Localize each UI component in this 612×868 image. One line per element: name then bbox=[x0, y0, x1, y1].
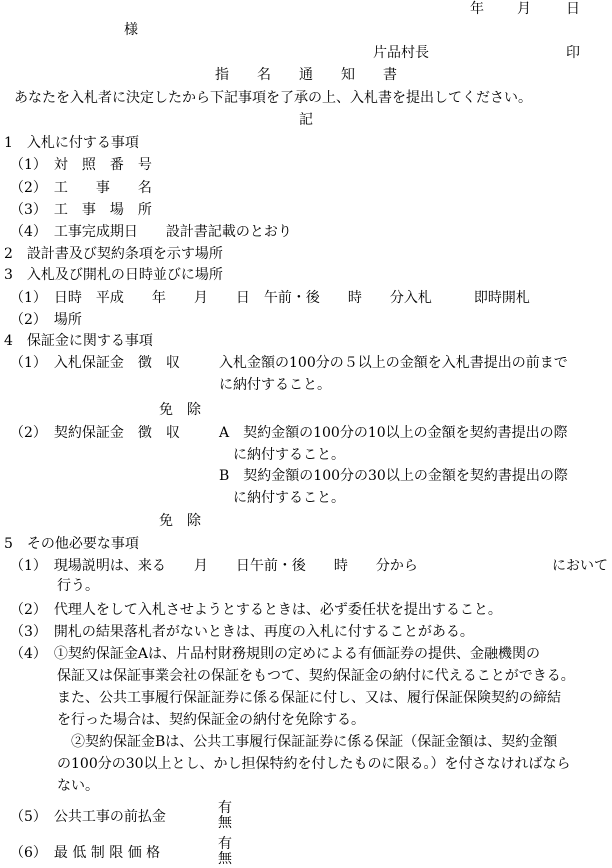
contract-deposit-exempt: 免 除 bbox=[159, 513, 201, 529]
bid-deposit-text: に納付すること。 bbox=[219, 377, 331, 393]
site-explanation-suffix: において bbox=[552, 558, 608, 574]
section-4-heading: 4 保証金に関する事項 bbox=[4, 333, 153, 349]
section-1-item: （2） 工 事 名 bbox=[10, 180, 152, 196]
advance-payment-label: （5） 公共工事の前払金 bbox=[10, 809, 166, 825]
section-1-item: （3） 工 事 場 所 bbox=[10, 202, 152, 218]
advance-payment-yes: 有 bbox=[218, 800, 232, 816]
document-title: 指 名 通 知 書 bbox=[215, 67, 397, 83]
section-1-heading: 1 入札に付する事項 bbox=[4, 135, 139, 151]
section-1-item: （1） 対 照 番 号 bbox=[10, 157, 152, 173]
proxy-note: （2） 代理人をして入札させようとするときは、必ず委任状を提出すること。 bbox=[10, 602, 502, 618]
deposit-note: また、公共工事履行保証証券に係る保証に付し、又は、履行保証保険契約の締結 bbox=[57, 690, 561, 706]
deposit-note: を行った場合は、契約保証金の納付を免除する。 bbox=[57, 712, 365, 728]
site-explanation-cont: 行う。 bbox=[57, 578, 99, 594]
minimum-price-no: 無 bbox=[218, 851, 232, 867]
deposit-note: ②契約保証金Bは、公共工事履行保証証券に係る保証（保証金額は、契約金額 bbox=[71, 734, 558, 750]
bid-deposit-label: （1） 入札保証金 徴 収 bbox=[10, 355, 180, 371]
section-3-place: （2） 場所 bbox=[10, 312, 82, 328]
contract-deposit-b: B 契約金額の100分の30以上の金額を契約書提出の際 bbox=[219, 468, 568, 484]
deposit-note: ない。 bbox=[57, 778, 99, 794]
date-month: 月 bbox=[517, 1, 531, 17]
section-1-item: （4） 工事完成期日 設計書記載のとおり bbox=[10, 224, 292, 240]
date-day: 日 bbox=[566, 1, 580, 17]
contract-deposit-b: に納付すること。 bbox=[233, 490, 345, 506]
contract-deposit-a: に納付すること。 bbox=[233, 447, 345, 463]
ki-label: 記 bbox=[299, 112, 313, 128]
section-3-heading: 3 入札及び開札の日時並びに場所 bbox=[4, 267, 223, 283]
bid-deposit-exempt: 免 除 bbox=[159, 402, 201, 418]
contract-deposit-label: （2） 契約保証金 徴 収 bbox=[10, 425, 180, 441]
minimum-price-yes: 有 bbox=[218, 836, 232, 852]
addressee-suffix: 様 bbox=[124, 22, 138, 38]
date-year: 年 bbox=[470, 1, 484, 17]
intro-text: あなたを入札者に決定したから下記事項を了承の上、入札書を提出してください。 bbox=[14, 90, 532, 106]
deposit-note: の100分の30以上とし、かし担保特約を付したものに限る。）を付さなければなら bbox=[57, 756, 571, 772]
bid-deposit-text: 入札金額の100分の５以上の金額を入札書提出の前まで bbox=[219, 355, 568, 371]
seal: 印 bbox=[566, 45, 580, 61]
rebid-note: （3） 開札の結果落札者がないときは、再度の入札に付することがある。 bbox=[10, 624, 474, 640]
section-2-heading: 2 設計書及び契約条項を示す場所 bbox=[4, 246, 223, 262]
deposit-note: 保証又は保証事業会社の保証をもつて、契約保証金の納付に代えることができる。 bbox=[57, 668, 575, 684]
minimum-price-label: （6） 最 低 制 限 価 格 bbox=[10, 845, 161, 861]
issuer: 片品村長 bbox=[373, 45, 429, 61]
section-5-heading: 5 その他必要な事項 bbox=[4, 536, 139, 552]
site-explanation: （1） 現場説明は、来る 月 日午前・後 時 分から bbox=[10, 558, 418, 574]
section-3-datetime: （1） 日時 平成 年 月 日 午前・後 時 分入札 即時開札 bbox=[10, 290, 530, 306]
contract-deposit-a: A 契約金額の100分の10以上の金額を契約書提出の際 bbox=[219, 425, 568, 441]
advance-payment-no: 無 bbox=[218, 815, 232, 831]
deposit-note: （4） ①契約保証金Aは、片品村財務規則の定めによる有価証券の提供、金融機関の bbox=[10, 646, 541, 662]
